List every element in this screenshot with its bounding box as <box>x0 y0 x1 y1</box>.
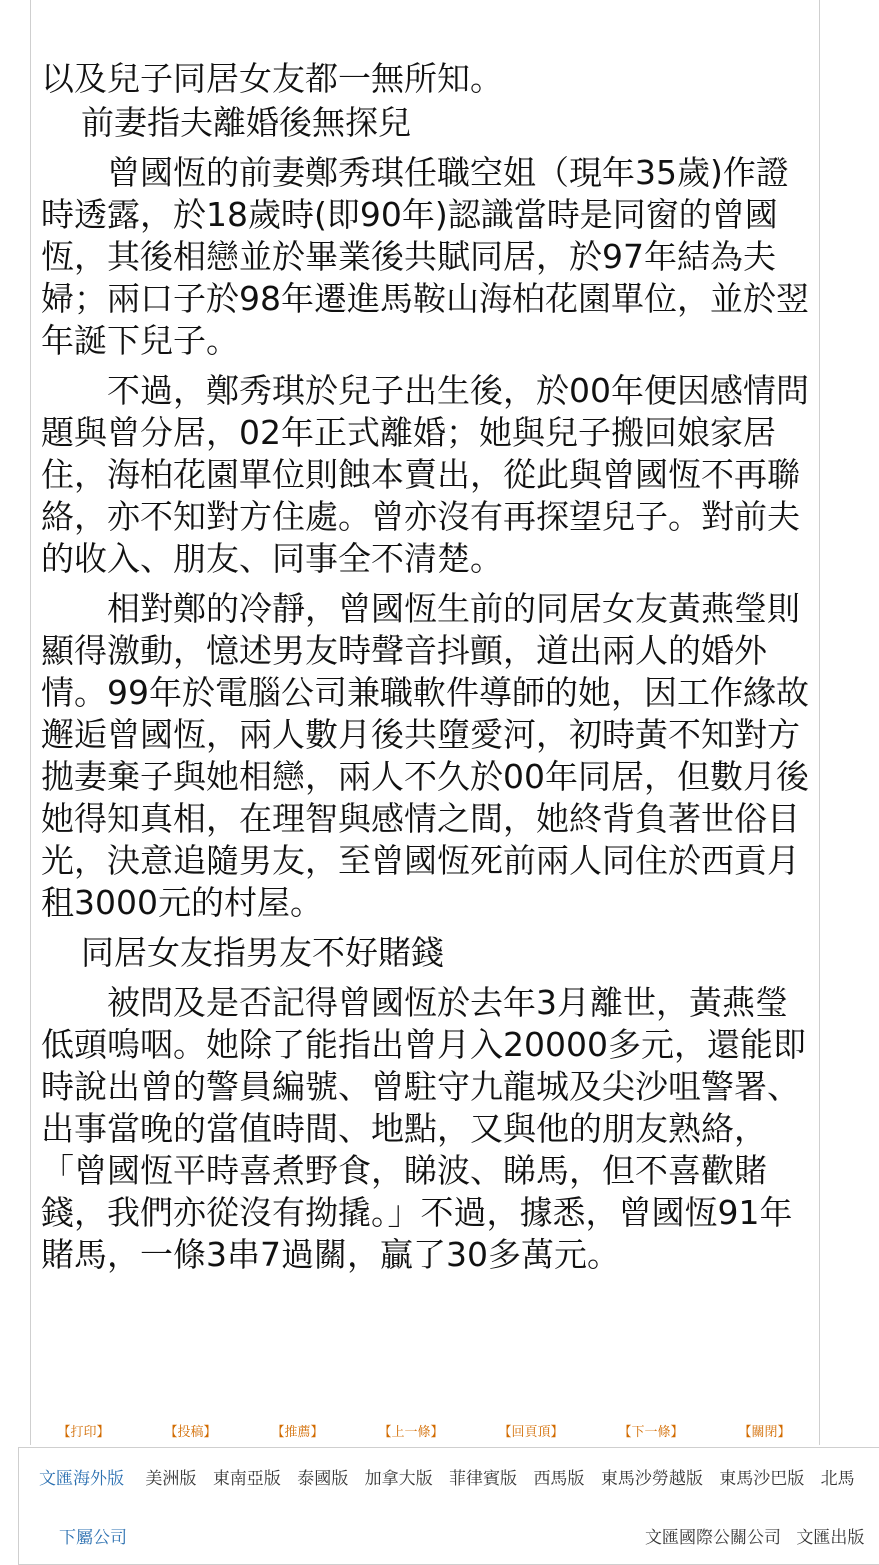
article-body <box>41 58 811 1284</box>
article-toolbar <box>30 1418 818 1442</box>
article-paragraph: 曾國恆的前妻鄭秀琪任職空姐（現年35歲)作證時透露，於18歲時(即90年)認識當時是同窗的曾國恆，其後相戀並於畢業後共賦同居，於97年結為夫婦；兩口子於98年遷進馬鞍山海柏花園單位，並於翌年誕下兒子。 <box>41 153 809 360</box>
companies-bar <box>645 1523 874 1548</box>
submit-link[interactable]: 【投稿】 <box>164 1424 217 1440</box>
close-link[interactable]: 【關閉】 <box>738 1424 791 1440</box>
editions-bar <box>39 1464 866 1489</box>
article-paragraph: 被問及是否記得曾國恆於去年3月離世，黃燕瑩低頭嗚咽。她除了能指出曾月入20000多元，還能即時說出曾的警員編號、曾駐守九龍城及尖沙咀警署、出事當晚的當值時間、地點，又與他的朋友熟絡，「曾國恆平時喜煮野食，睇波、睇馬，但不喜歡賭錢，我們亦從沒有拗撬。」不過，據悉，曾國恆91年賭馬，一條3串7過關，贏了30多萬元。 <box>41 983 806 1274</box>
article-line: 以及兒子同居女友都一無所知。 <box>41 59 503 98</box>
section-heading: 前妻指夫離婚後無探兒 <box>81 103 411 142</box>
edition-link[interactable]: 西馬版 <box>533 1469 585 1489</box>
site-footer <box>18 1447 879 1565</box>
company-link[interactable]: 文匯出版 <box>796 1528 865 1548</box>
next-link[interactable]: 【下一條】 <box>618 1424 684 1440</box>
subsidiaries-link[interactable]: 下屬公司 <box>59 1528 127 1548</box>
edition-link[interactable]: 菲律賓版 <box>449 1469 518 1489</box>
edition-link[interactable]: 東馬沙巴版 <box>719 1469 805 1489</box>
edition-link[interactable]: 美洲版 <box>145 1469 197 1489</box>
back-to-top-link[interactable]: 【回頁頂】 <box>498 1424 564 1440</box>
edition-link[interactable]: 北馬 <box>820 1469 855 1489</box>
print-link[interactable]: 【打印】 <box>57 1424 110 1440</box>
company-link[interactable]: 文匯國際公關公司 <box>645 1528 781 1548</box>
article-paragraph: 不過，鄭秀琪於兒子出生後，於00年便因感情問題與曾分居，02年正式離婚；她與兒子搬回娘家居住，海柏花園單位則蝕本賣出，從此與曾國恆不再聯絡，亦不知對方住處。曾亦沒有再探望兒子。對前夫的收入、朋友、同事全不清楚。 <box>41 371 809 578</box>
edition-link[interactable]: 東馬沙勞越版 <box>600 1469 703 1489</box>
section-heading: 同居女友指男友不好賭錢 <box>81 933 444 972</box>
edition-link[interactable]: 東南亞版 <box>212 1469 281 1489</box>
previous-link[interactable]: 【上一條】 <box>378 1424 444 1440</box>
recommend-link[interactable]: 【推薦】 <box>271 1424 324 1440</box>
editions-title-link[interactable]: 文匯海外版 <box>39 1469 124 1489</box>
article-panel <box>30 0 820 1445</box>
edition-link[interactable]: 加拿大版 <box>364 1469 433 1489</box>
article-paragraph: 相對鄭的冷靜，曾國恆生前的同居女友黃燕瑩則顯得激動，憶述男友時聲音抖顫，道出兩人的婚外情。99年於電腦公司兼職軟件導師的她，因工作緣故邂逅曾國恆，兩人數月後共墮愛河，初時黃不知對方拋妻棄子與她相戀，兩人不久於00年同居，但數月後她得知真相，在理智與感情之間，她終背負著世俗目光，決意追隨男友，至曾國恆死前兩人同住於西貢月租3000元的村屋。 <box>41 589 809 922</box>
edition-link[interactable]: 泰國版 <box>297 1469 349 1489</box>
